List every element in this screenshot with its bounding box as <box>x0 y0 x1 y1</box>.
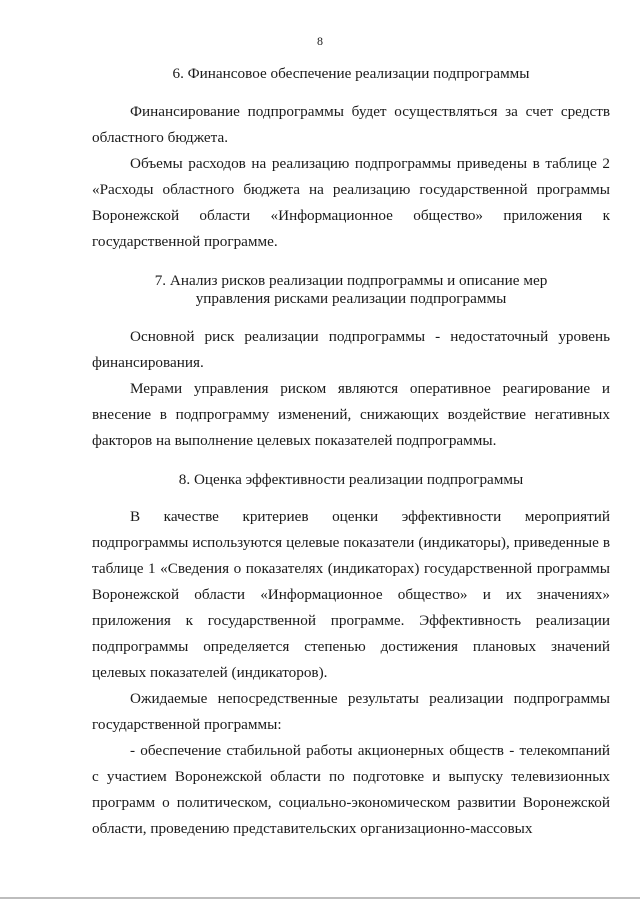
section-6-paragraph-1: Финансирование подпрограммы будет осуществляться за счет средств областного бюджета. <box>92 103 610 146</box>
document-body <box>92 60 610 842</box>
section-6-title-line: 6. Финансовое обеспечение реализации подпрограммы <box>172 65 530 82</box>
section-7-title-line-1: 7. Анализ рисков реализации подпрограммы и описание мер <box>154 272 548 289</box>
section-8-paragraph-2: Ожидаемые непосредственные результаты реализации подпрограммы государственной программы: <box>92 690 610 733</box>
section-7-title-line-2: управления рисками реализации подпрограммы <box>195 290 507 307</box>
section-6-paragraph-2: Объемы расходов на реализацию подпрограммы приведены в таблице 2 «Расходы областного бюджета на реализацию государственной программы Воронежской области «Информационное общество» приложения к государственной программе. <box>92 155 610 250</box>
section-6-title <box>92 65 610 83</box>
bottom-edge-line <box>0 897 640 899</box>
section-7-paragraph-2: Мерами управления риском являются оперативное реагирование и внесение в подпрограмму изменений, снижающих воздействие негативных факторов на выполнение целевых показателей подпрограммы. <box>92 380 610 449</box>
section-7-paragraph-1: Основной риск реализации подпрограммы - недостаточный уровень финансирования. <box>92 328 610 371</box>
section-8-paragraph-1: В качестве критериев оценки эффективности мероприятий подпрограммы используются целевые показатели (индикаторы), приведенные в таблице 1 «Сведения о показателях (индикаторах) государственной программы Воронежской области «Информационное общество» и их значениях» приложения к государственной программе. Эффективность реализации подпрограммы определяется степенью достижения плановых значений целевых показателей (индикаторов). <box>92 508 610 681</box>
section-8-title <box>92 471 610 489</box>
section-7-title <box>92 272 610 308</box>
page-number: 8 <box>317 34 323 48</box>
section-8-paragraph-3: - обеспечение стабильной работы акционерных обществ - телекомпаний с участием Воронежской области по подготовке и выпуску телевизионных программ о политическом, социально-экономическом развитии Воронежской области, проведению представительских организационно-массовых <box>92 742 610 837</box>
section-8-title-line: 8. Оценка эффективности реализации подпрограммы <box>178 471 524 488</box>
